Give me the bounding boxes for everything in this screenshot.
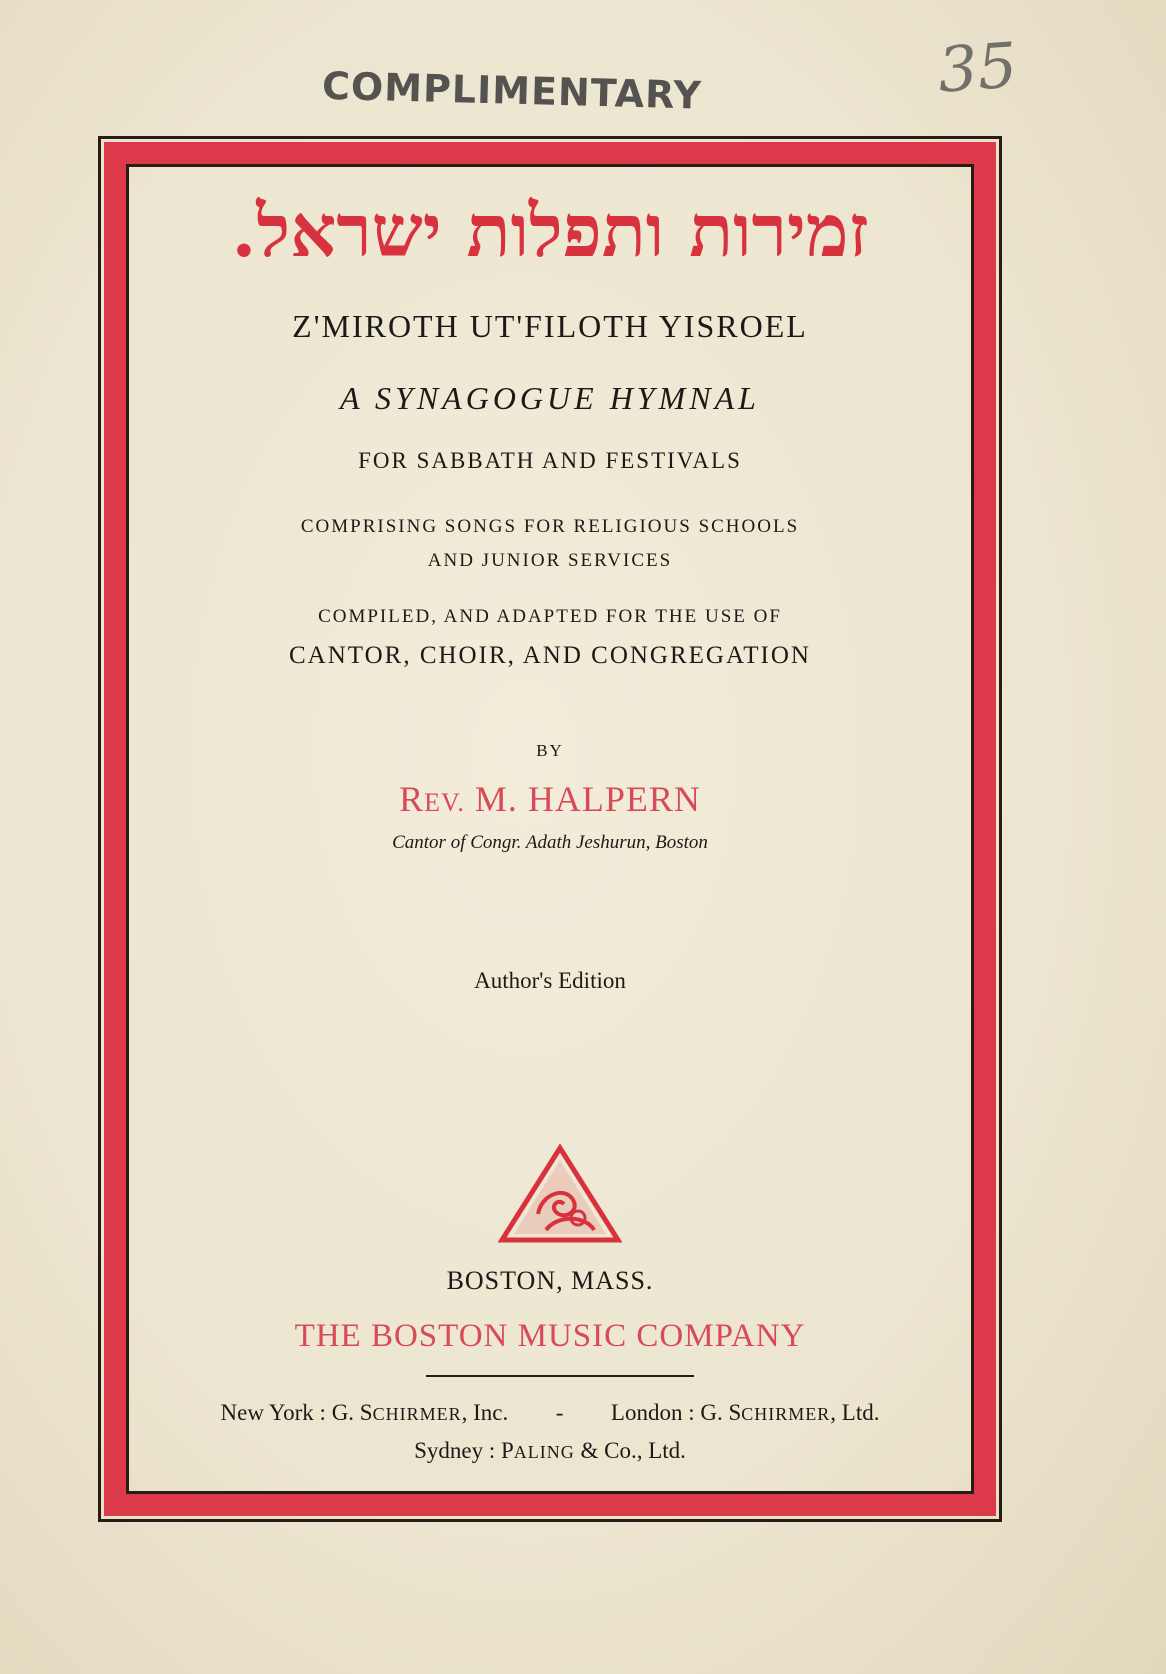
agents-separator: - — [555, 1400, 564, 1425]
occasion-line: FOR SABBATH AND FESTIVALS — [358, 448, 742, 473]
author-title: Cantor of Congr. Adath Jeshurun, Boston — [392, 832, 708, 853]
ny-name-rest: CHIRMER — [372, 1404, 462, 1424]
author-name — [140, 778, 960, 820]
london-name-rest: CHIRMER — [741, 1404, 831, 1424]
sydney-name-rest: ALING — [513, 1442, 575, 1462]
agents-line-2 — [140, 1438, 960, 1464]
subtitle: A SYNAGOGUE HYMNAL — [340, 380, 760, 416]
comprising-line-2: AND JUNIOR SERVICES — [427, 550, 673, 571]
publisher-city: BOSTON, MASS. — [446, 1266, 654, 1295]
sydney-suffix: & Co., Ltd. — [580, 1438, 686, 1463]
comprising-text — [140, 510, 960, 578]
sydney-label: Sydney : — [414, 1438, 496, 1463]
ny-suffix: , Inc. — [461, 1400, 509, 1425]
ny-initial: G. S — [331, 1400, 373, 1425]
complimentary-stamp: COMPLIMENTARY — [321, 63, 703, 118]
publisher-logo-icon — [498, 1144, 622, 1244]
publisher-name: THE BOSTON MUSIC COMPANY — [294, 1318, 806, 1354]
compiled-line: COMPILED, AND ADAPTED FOR THE USE OF — [318, 606, 782, 627]
audience-line: CANTOR, CHOIR, AND CONGREGATION — [289, 642, 811, 669]
divider-rule — [426, 1375, 694, 1377]
author-surname: M. HALPERN — [474, 779, 701, 819]
author-prefix-rest: EV. — [424, 788, 465, 817]
hebrew-title: זמירות ותפלות ישראל. — [231, 188, 869, 273]
ny-label: New York : — [220, 1400, 326, 1425]
pencil-note: 35 — [935, 28, 1020, 107]
london-label: London : — [610, 1400, 695, 1425]
by-label: BY — [536, 741, 564, 760]
comprising-line-1: COMPRISING SONGS FOR RELIGIOUS SCHOOLS — [300, 516, 800, 537]
agents-line-1 — [140, 1400, 960, 1426]
london-suffix: , Ltd. — [830, 1400, 880, 1425]
edition-label: Author's Edition — [474, 968, 626, 993]
title-content — [140, 178, 960, 1478]
author-prefix-initial: R — [399, 779, 425, 819]
transliterated-title: Z'MIROTH UT'FILOTH YISROEL — [292, 308, 808, 344]
london-initial: G. S — [700, 1400, 742, 1425]
sydney-initial: P — [500, 1438, 514, 1463]
